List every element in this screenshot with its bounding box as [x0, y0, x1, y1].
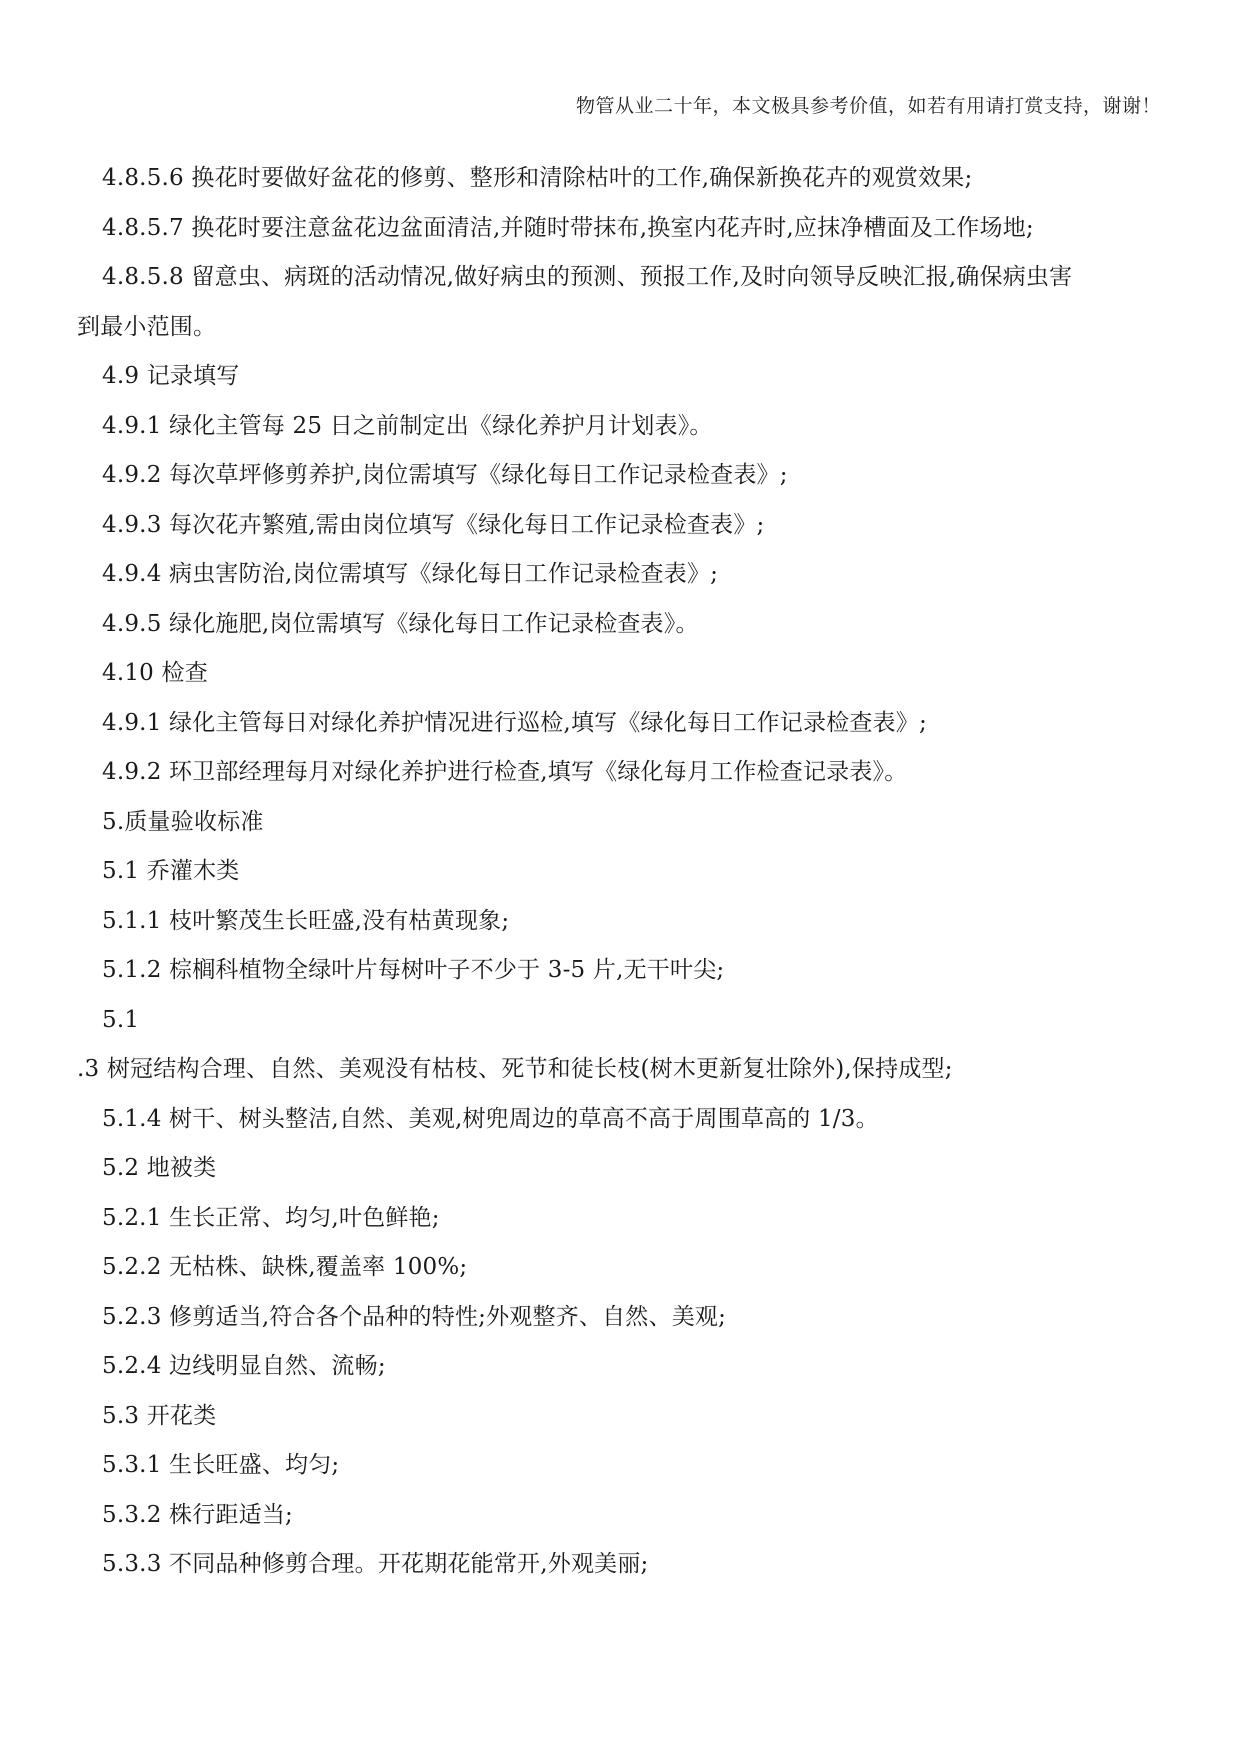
document-body	[77, 154, 1167, 1590]
paragraph-4-9-2: 4.9.2 每次草坪修剪养护,岗位需填写《绿化每日工作记录检查表》;	[102, 462, 788, 488]
paragraph-4-8-5-6: 4.8.5.6 换花时要做好盆花的修剪、整形和清除枯叶的工作,确保新换花卉的观赏效果;	[102, 165, 973, 191]
paragraph-4-10-2: 4.9.2 环卫部经理每月对绿化养护进行检查,填写《绿化每月工作检查记录表》。	[102, 759, 908, 785]
header-note: 物管从业二十年，本文极具参考价值，如若有用请打赏支持，谢谢！	[575, 95, 1161, 117]
paragraph-5-2-1: 5.2.1 生长正常、均匀,叶色鲜艳;	[102, 1204, 440, 1231]
heading-4-9: 4.9 记录填写	[102, 363, 240, 389]
paragraph-5-3-2: 5.3.2 株行距适当;	[102, 1501, 293, 1528]
heading-5-3: 5.3 开花类	[102, 1402, 217, 1429]
paragraph-5-3-3: 5.3.3 不同品种修剪合理。开花期花能常开,外观美丽;	[102, 1551, 649, 1577]
paragraph-5-1-3-prefix: 5.1	[102, 1006, 140, 1033]
heading-5-1: 5.1 乔灌木类	[102, 858, 240, 884]
paragraph-4-9-1: 4.9.1 绿化主管每 25 日之前制定出《绿化养护月计划表》。	[102, 412, 713, 439]
paragraph-5-1-4: 5.1.4 树干、树头整洁,自然、美观,树兜周边的草高不高于周围草高的 1/3。	[102, 1105, 879, 1132]
paragraph-4-8-5-8: 4.8.5.8 留意虫、病斑的活动情况,做好病虫的预测、预报工作,及时向领导反映汇报,确保病虫害	[102, 264, 1073, 290]
paragraph-5-1-3: .3 树冠结构合理、自然、美观没有枯枝、死节和徒长枝(树木更新复壮除外),保持成型;	[77, 1056, 953, 1082]
heading-5: 5.质量验收标准	[102, 808, 264, 835]
paragraph-5-2-2: 5.2.2 无枯株、缺株,覆盖率 100%;	[102, 1254, 468, 1280]
paragraph-4-10-1: 4.9.1 绿化主管每日对绿化养护情况进行巡检,填写《绿化每日工作记录检查表》;	[102, 709, 927, 736]
paragraph-4-9-5: 4.9.5 绿化施肥,岗位需填写《绿化每日工作记录检查表》。	[102, 610, 699, 637]
paragraph-5-3-1: 5.3.1 生长旺盛、均匀;	[102, 1452, 340, 1478]
paragraph-4-8-5-7: 4.8.5.7 换花时要注意盆花边盆面清洁,并随时带抹布,换室内花卉时,应抹净槽面及工作场地;	[102, 214, 1034, 241]
heading-5-2: 5.2 地被类	[102, 1155, 217, 1181]
paragraph-4-9-4: 4.9.4 病虫害防治,岗位需填写《绿化每日工作记录检查表》;	[102, 561, 719, 587]
paragraph-5-2-4: 5.2.4 边线明显自然、流畅;	[102, 1353, 386, 1379]
paragraph-5-1-1: 5.1.1 枝叶繁茂生长旺盛,没有枯黄现象;	[102, 907, 510, 934]
paragraph-5-1-2: 5.1.2 棕榈科植物全绿叶片每树叶子不少于 3-5 片,无干叶尖;	[102, 957, 725, 983]
heading-4-10: 4.10 检查	[102, 660, 208, 686]
paragraph-4-8-5-8-continued: 到最小范围。	[77, 313, 217, 340]
paragraph-5-2-3: 5.2.3 修剪适当,符合各个品种的特性;外观整齐、自然、美观;	[102, 1303, 727, 1330]
paragraph-4-9-3: 4.9.3 每次花卉繁殖,需由岗位填写《绿化每日工作记录检查表》;	[102, 511, 765, 538]
